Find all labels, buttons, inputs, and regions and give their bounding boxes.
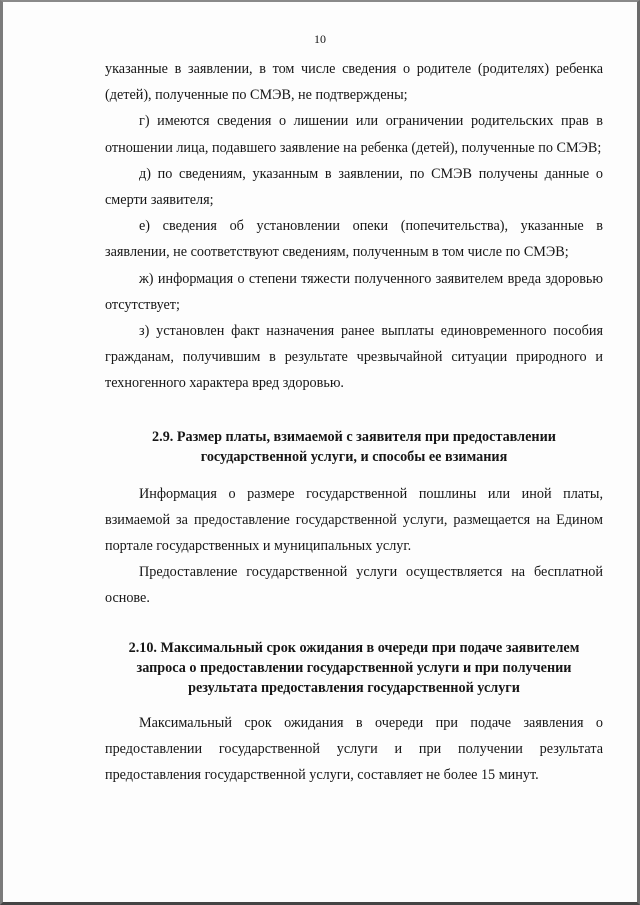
section-heading-2-9: 2.9. Размер платы, взимаемой с заявителя при предоставлении государственной услуги, и способы ее взимания <box>152 428 556 465</box>
section-heading-2-10: 2.10. Максимальный срок ожидания в очереди при подаче заявителем запроса о предоставлении государственной услуги и при получении результата предоставления государственной услуги <box>128 639 580 696</box>
paragraph-fee-info: Информация о размере государственной пошлины или иной платы, взимаемой за предоставление государственной услуги, размещается на Едином портале государственных и муниципальных услуг. <box>105 485 603 555</box>
list-item-zh: ж) информация о степени тяжести полученного заявителем вреда здоровью отсутствует; <box>105 270 603 313</box>
list-item-g: г) имеются сведения о лишении или ограничении родительских прав в отношении лица, подавшего заявление на ребенка (детей), полученные по СМЭВ; <box>105 113 603 156</box>
list-item-z: з) установлен факт назначения ранее выплаты единовременного пособия гражданам, получившим в результате чрезвычайной ситуации природного и техногенного характера вред здоровью. <box>105 323 603 392</box>
page-number: 10 <box>314 32 326 46</box>
list-item-e: е) сведения об установлении опеки (попечительства), указанные в заявлении, не соответствуют сведениям, полученным в том числе по СМЭВ; <box>105 218 603 261</box>
list-item-d: д) по сведениям, указанным в заявлении, по СМЭВ получены данные о смерти заявителя; <box>105 165 603 209</box>
paragraph-max-wait: Максимальный срок ожидания в очереди при подаче заявления о предоставлении государственной услуги и при получении результата предоставления государственной услуги, составляет не более 15 минут. <box>105 714 603 784</box>
document-body <box>105 56 603 788</box>
paragraph-continuation: указанные в заявлении, в том числе сведения о родителе (родителях) ребенка (детей), полученные по СМЭВ, не подтверждены; <box>105 61 603 104</box>
paragraph-free-service: Предоставление государственной услуги осуществляется на бесплатной основе. <box>105 564 603 607</box>
